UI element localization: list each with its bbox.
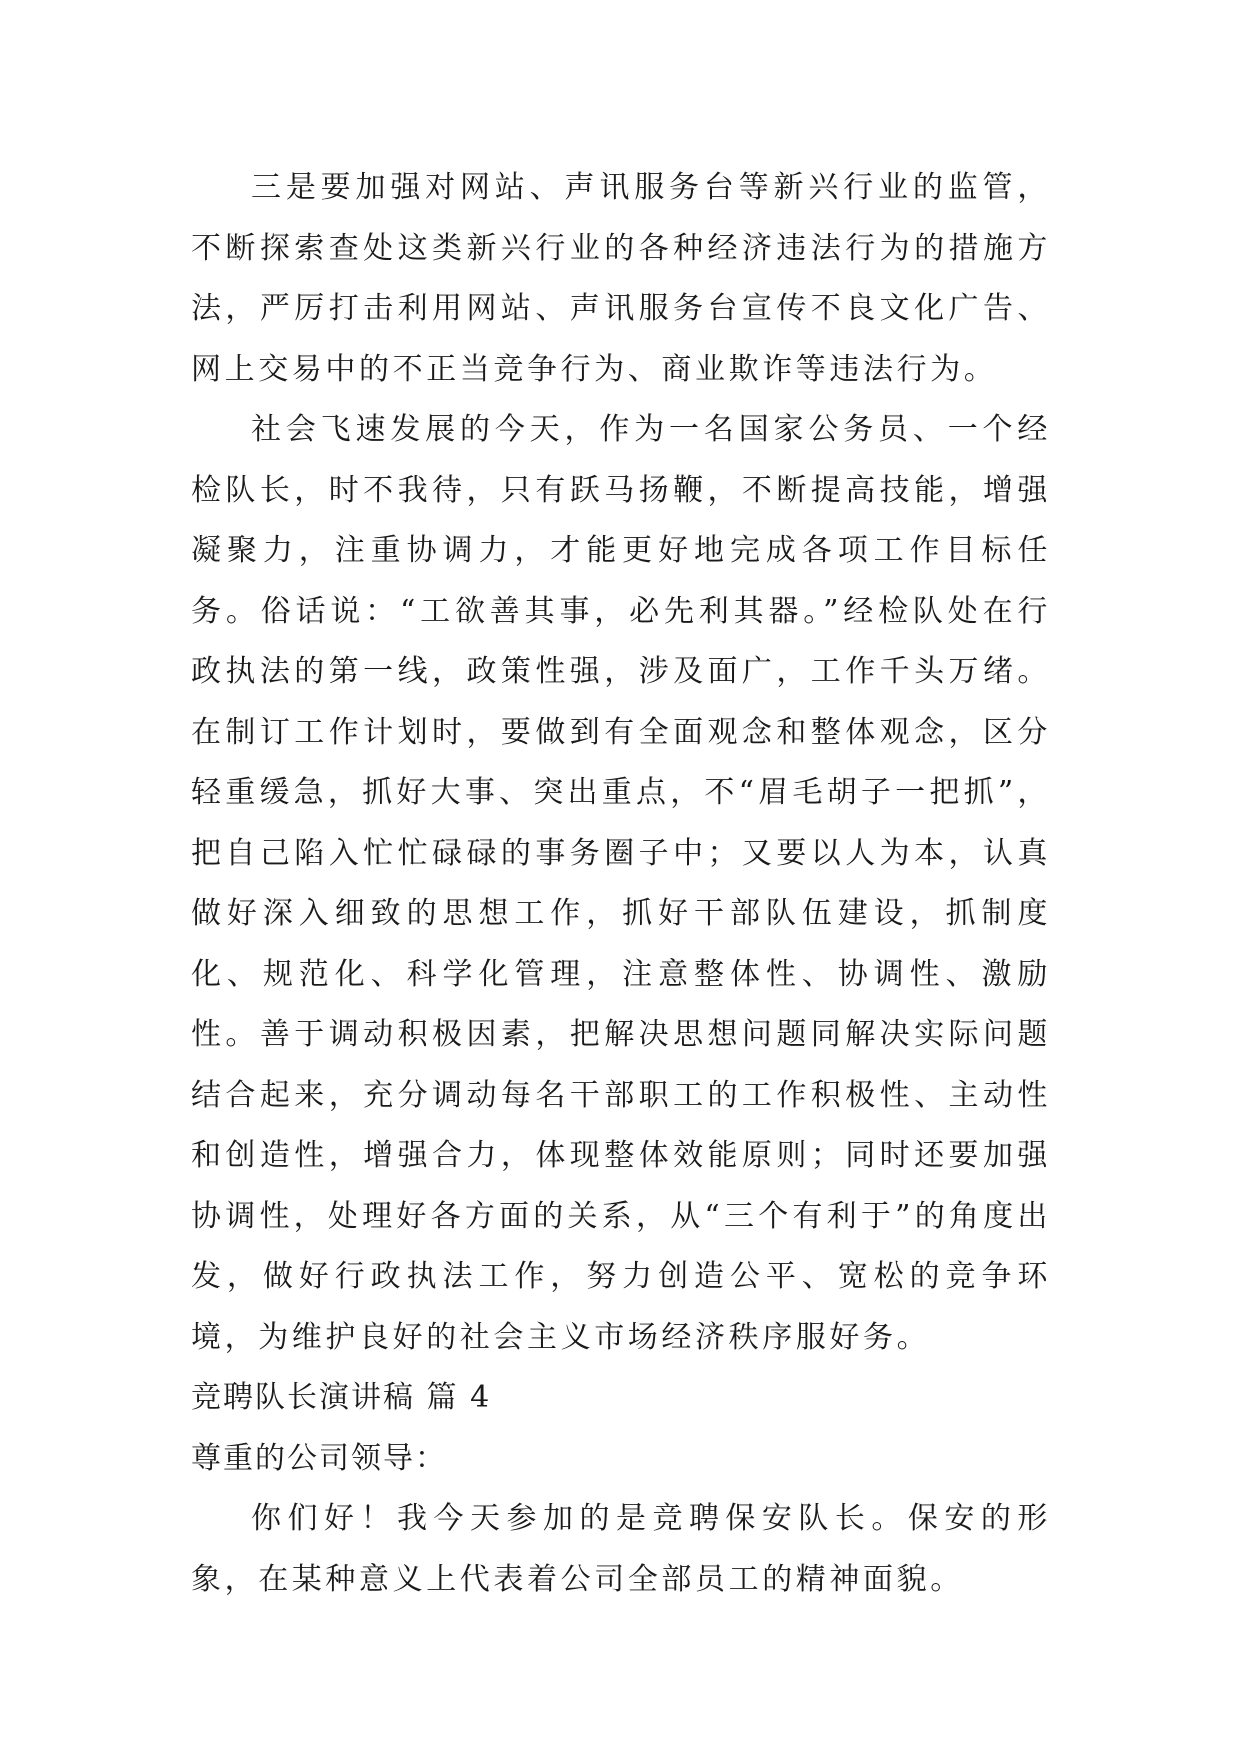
document-body <box>191 158 1051 1610</box>
section-title: 竞聘队长演讲稿 篇 4 <box>191 1380 492 1415</box>
paragraph-opening: 你们好！我今天参加的是竞聘保安队长。保安的形象，在某种意义上代表着公司全部员工的精神面貌。 <box>191 1501 1051 1597</box>
salutation: 尊重的公司领导： <box>191 1440 447 1476</box>
paragraph-supervision: 三是要加强对网站、声讯服务台等新兴行业的监管，不断探索查处这类新兴行业的各种经济违法行为的措施方法，严厉打击利用网站、声讯服务台宣传不良文化广告、网上交易中的不正当竞争行为、商业欺诈等违法行为。 <box>191 170 1051 387</box>
paragraph-team-leader: 社会飞速发展的今天，作为一名国家公务员、一个经检队长，时不我待，只有跃马扬鞭，不断提高技能，增强凝聚力，注重协调力，才能更好地完成各项工作目标任务。俗话说：“工欲善其事，必先利其器。”经检队处在行政执法的第一线，政策性强，涉及面广，工作千头万绪。在制订工作计划时，要做到有全面观念和整体观念，区分轻重缓急，抓好大事、突出重点，不“眉毛胡子一把抓”，把自己陷入忙忙碌碌的事务圈子中；又要以人为本，认真做好深入细致的思想工作，抓好干部队伍建设，抓制度化、规范化、科学化管理，注意整体性、协调性、激励性。善于调动积极因素，把解决思想问题同解决实际问题结合起来，充分调动每名干部职工的工作积极性、主动性和创造性，增强合力，体现整体效能原则；同时还要加强协调性，处理好各方面的关系，从“三个有利于”的角度出发，做好行政执法工作，努力创造公平、宽松的竞争环境，为维护良好的社会主义市场经济秩序服好务。 <box>191 412 1051 1355</box>
